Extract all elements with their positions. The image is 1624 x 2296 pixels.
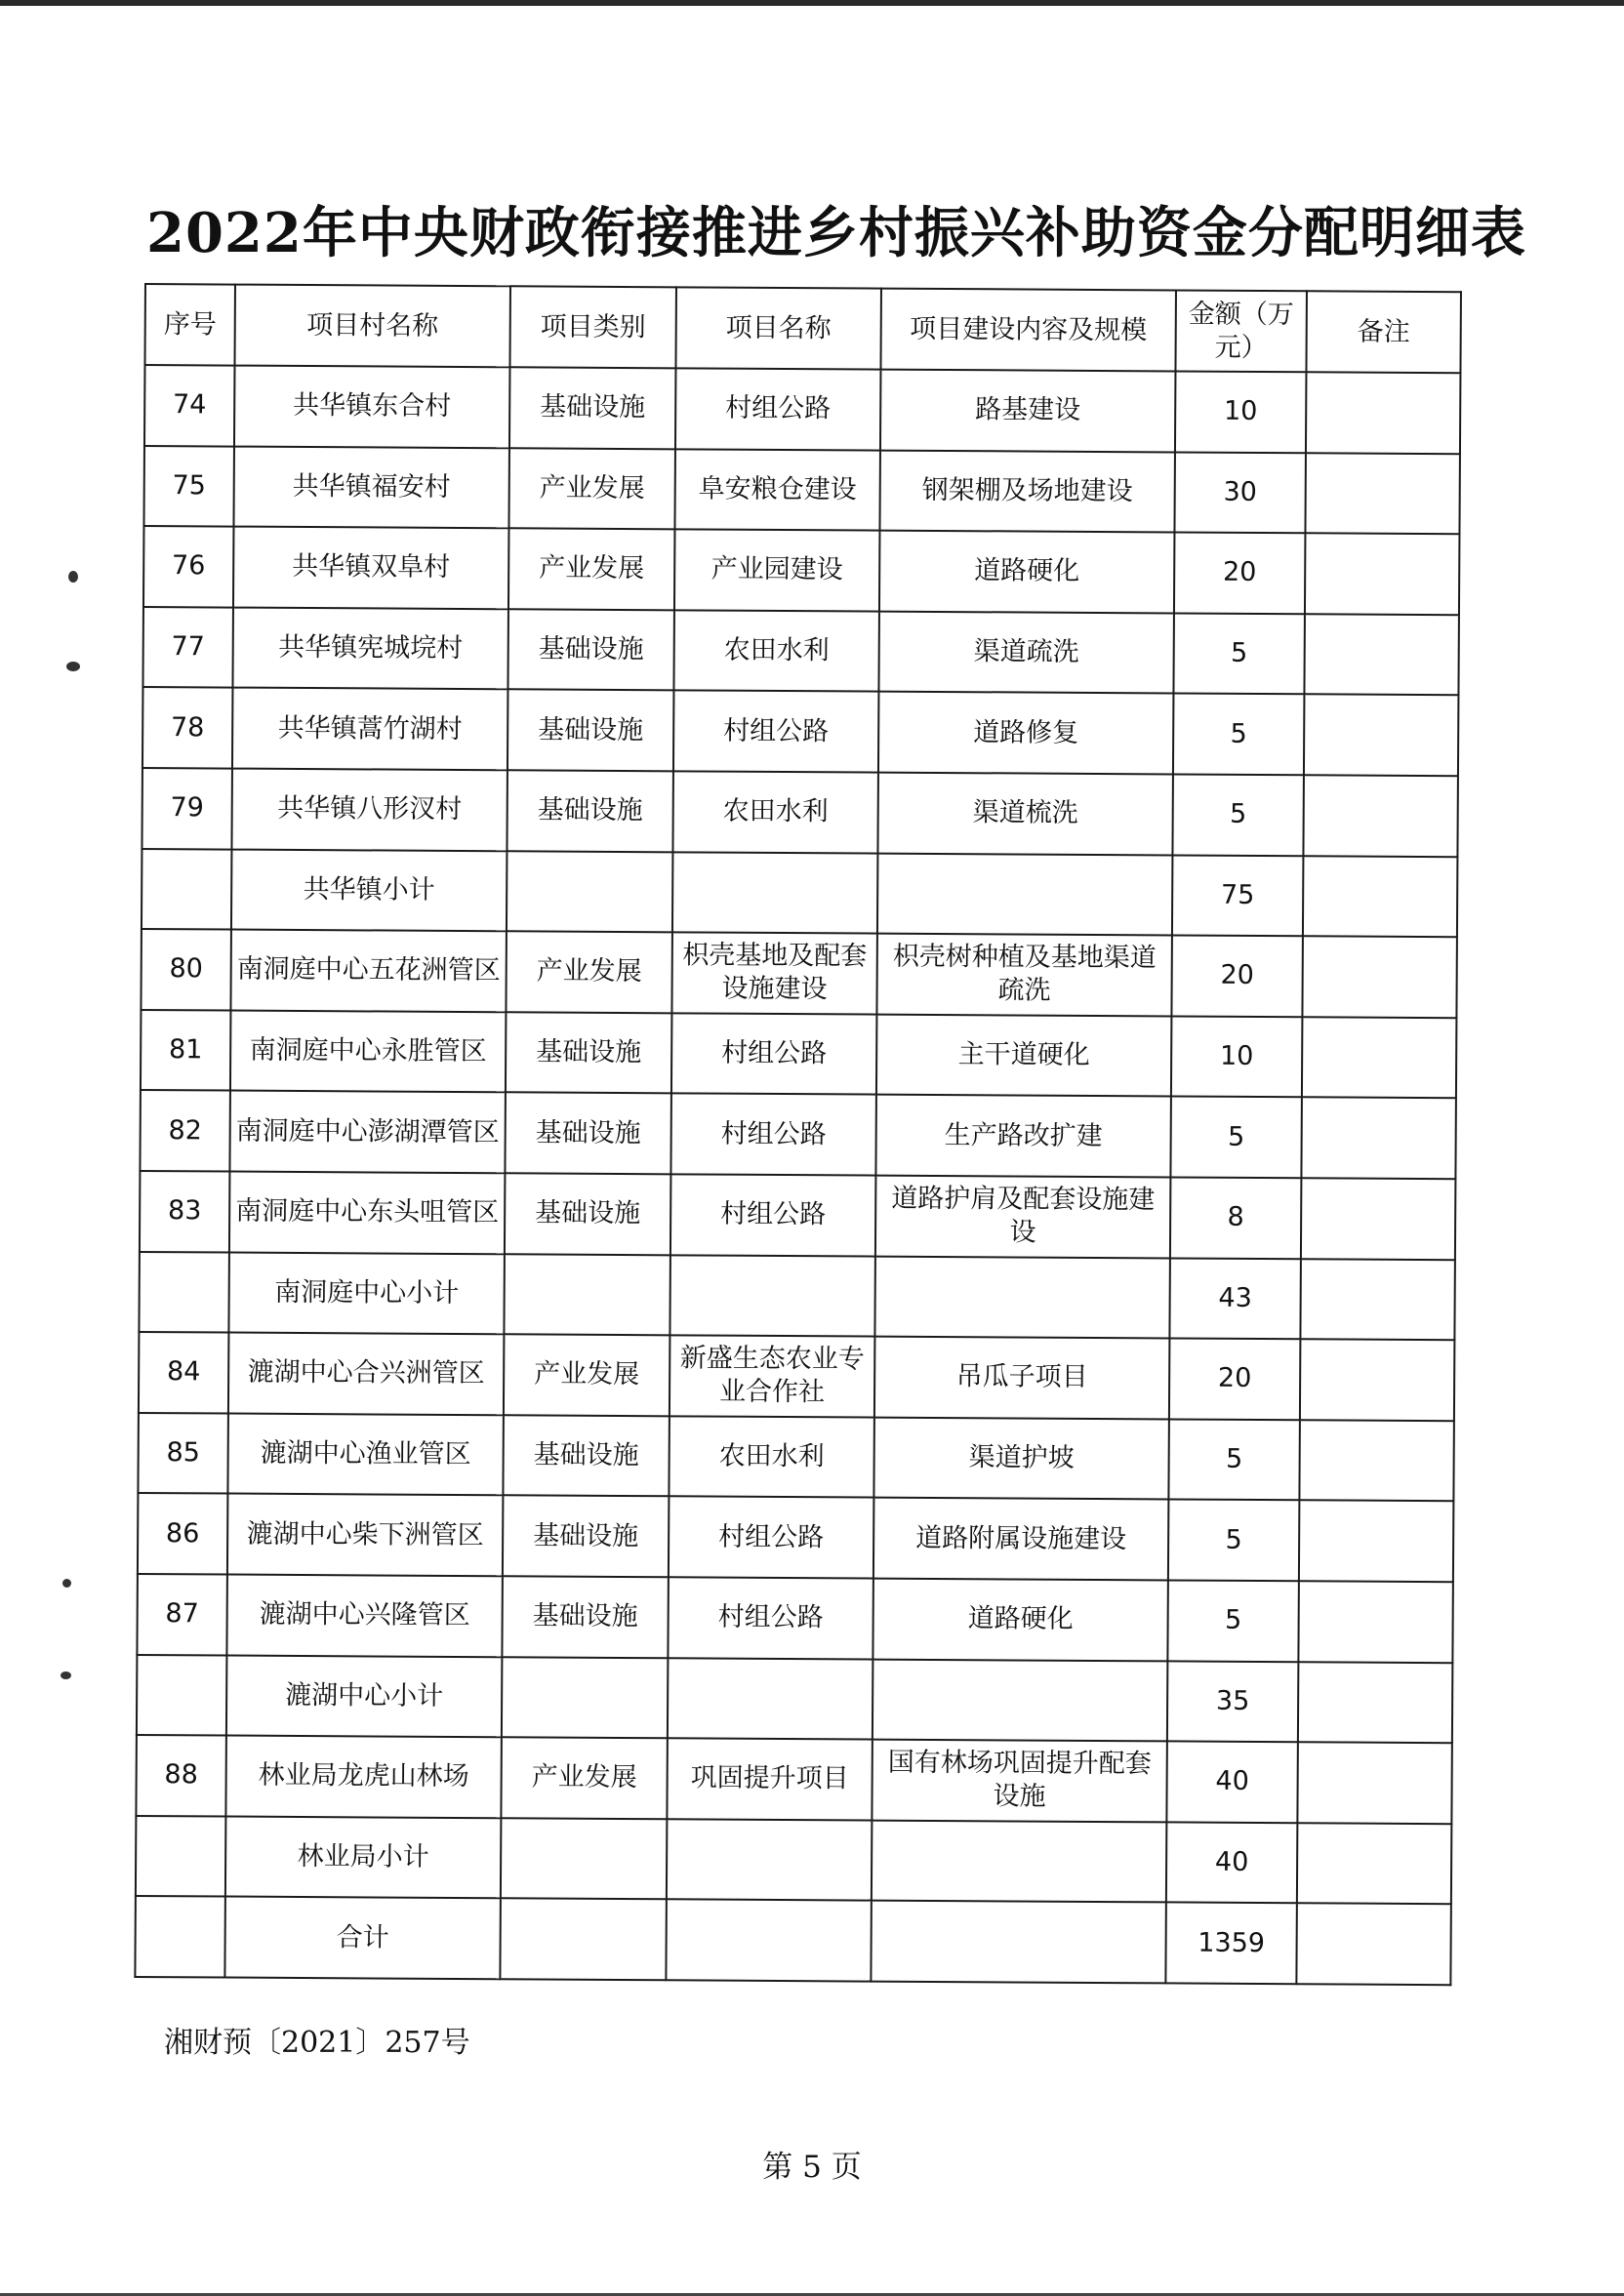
cell-category: [507, 851, 673, 933]
cell-remarks: [1303, 775, 1458, 857]
cell-category: 基础设施: [503, 1496, 670, 1578]
cell-village-name: 南洞庭中心东头咀管区: [229, 1171, 505, 1253]
cell-village-name: 南洞庭中心永胜管区: [230, 1010, 506, 1092]
cell-village-name: 漉湖中心小计: [226, 1655, 502, 1737]
cell-amount: 20: [1174, 533, 1306, 614]
cell-content-scale: [873, 1659, 1167, 1741]
cell-remarks: [1296, 1904, 1451, 1986]
header-category: 项目类别: [509, 286, 676, 368]
cell-project-name: 村组公路: [668, 1577, 873, 1659]
cell-serial: [142, 849, 232, 930]
cell-remarks: [1306, 372, 1461, 454]
cell-project-name: 产业园建设: [674, 530, 880, 612]
cell-content-scale: 道路附属设施建设: [873, 1498, 1168, 1580]
cell-serial: 76: [143, 526, 234, 607]
cell-amount: 5: [1170, 1097, 1302, 1178]
cell-category: [501, 1818, 668, 1900]
cell-remarks: [1305, 453, 1460, 535]
cell-category: 产业发展: [504, 1334, 670, 1416]
cell-remarks: [1302, 1017, 1457, 1099]
cell-village-name: 南洞庭中心澎湖潭管区: [229, 1091, 505, 1173]
cell-category: 基础设施: [507, 770, 673, 852]
cell-serial: [139, 1252, 229, 1333]
cell-amount: 1359: [1165, 1903, 1297, 1984]
cell-serial: 82: [140, 1090, 230, 1171]
cell-village-name: 南洞庭中心小计: [228, 1252, 504, 1334]
table-row: [140, 1171, 1455, 1260]
cell-category: 基础设施: [503, 1415, 670, 1497]
cell-category: 基础设施: [502, 1576, 669, 1658]
table-row: [137, 1574, 1452, 1663]
cell-project-name: 新盛生态农业专业合作社: [670, 1335, 875, 1417]
cell-amount: 10: [1171, 1016, 1303, 1097]
cell-category: 基础设施: [506, 1012, 672, 1094]
cell-remarks: [1299, 1420, 1454, 1502]
cell-amount: 75: [1172, 855, 1304, 936]
cell-amount: 5: [1172, 774, 1304, 855]
table-row: [142, 768, 1457, 857]
header-amount: 金额（万元）: [1175, 290, 1307, 372]
cell-village-name: 共华镇小计: [231, 849, 507, 931]
header-content-scale: 项目建设内容及规模: [880, 289, 1176, 372]
cell-village-name: 共华镇宪城垸村: [232, 607, 508, 689]
cell-category: 产业发展: [506, 931, 672, 1013]
cell-content-scale: 道路硬化: [873, 1578, 1167, 1660]
cell-content-scale: 渠道护坡: [873, 1417, 1168, 1499]
cell-village-name: 林业局龙虎山林场: [225, 1736, 501, 1818]
scan-speck: [61, 1672, 71, 1679]
cell-remarks: [1297, 1742, 1452, 1824]
cell-amount: 30: [1174, 452, 1306, 533]
cell-remarks: [1300, 1339, 1455, 1421]
table-row: [143, 446, 1459, 535]
table-row: [138, 1413, 1453, 1502]
cell-amount: 40: [1166, 1822, 1298, 1903]
cell-project-name: [667, 1819, 873, 1901]
cell-category: 基础设施: [508, 609, 674, 691]
cell-content-scale: [877, 853, 1172, 935]
cell-serial: 78: [142, 687, 233, 768]
cell-project-name: [672, 852, 878, 934]
cell-remarks: [1300, 1259, 1455, 1341]
cell-village-name: 共华镇八形汊村: [231, 769, 507, 851]
header-serial: 序号: [144, 284, 235, 366]
cell-village-name: 漉湖中心合兴洲管区: [228, 1333, 504, 1415]
table-row: [135, 1896, 1450, 1985]
cell-category: [500, 1899, 667, 1981]
table-body: [135, 365, 1460, 1985]
cell-content-scale: 道路护肩及配套设施建设: [875, 1176, 1170, 1258]
table-row: [136, 1816, 1451, 1905]
cell-project-name: [670, 1255, 875, 1337]
cell-category: [504, 1254, 670, 1336]
table-row: [141, 929, 1456, 1018]
cell-project-name: 村组公路: [670, 1094, 876, 1176]
cell-project-name: 村组公路: [675, 368, 881, 450]
cell-village-name: 南洞庭中心五花洲管区: [230, 930, 506, 1012]
cell-project-name: 农田水利: [673, 610, 879, 692]
cell-village-name: 漉湖中心兴隆管区: [226, 1574, 502, 1656]
table-row: [136, 1735, 1451, 1824]
page-number: 第 5 页: [762, 2150, 862, 2185]
table-row: [139, 1332, 1454, 1421]
table-row: [141, 1010, 1456, 1099]
cell-serial: 86: [138, 1493, 228, 1574]
header-remarks: 备注: [1306, 291, 1461, 373]
cell-serial: 75: [143, 446, 234, 527]
page-title: 2022年中央财政衔接推进乡村振兴补助资金分配明细表: [146, 201, 1526, 265]
cell-amount: 40: [1166, 1742, 1298, 1823]
table-row: [139, 1252, 1454, 1341]
cell-amount: 20: [1169, 1339, 1301, 1420]
cell-serial: 80: [141, 929, 231, 1010]
cell-amount: 43: [1169, 1258, 1301, 1339]
cell-content-scale: 道路硬化: [879, 531, 1174, 613]
cell-project-name: 村组公路: [669, 1497, 874, 1579]
table-row: [143, 526, 1459, 615]
cell-content-scale: 渠道梳洗: [877, 773, 1172, 855]
cell-village-name: 林业局小计: [225, 1816, 501, 1898]
cell-category: 基础设施: [509, 367, 676, 449]
cell-project-name: 农田水利: [672, 771, 878, 853]
cell-village-name: 漉湖中心渔业管区: [227, 1413, 503, 1495]
table-row: [137, 1654, 1452, 1743]
cell-project-name: [666, 1900, 872, 1982]
cell-remarks: [1297, 1823, 1452, 1905]
cell-category: 基础设施: [508, 690, 674, 772]
cell-serial: 81: [141, 1010, 231, 1091]
cell-serial: [137, 1654, 227, 1735]
cell-content-scale: 道路修复: [878, 692, 1173, 774]
cell-serial: 88: [136, 1735, 226, 1816]
cell-serial: 77: [142, 607, 233, 688]
cell-amount: 10: [1175, 371, 1307, 452]
cell-amount: 5: [1167, 1580, 1299, 1661]
cell-village-name: 合计: [224, 1897, 500, 1979]
scan-speck: [62, 1579, 71, 1588]
cell-category: [502, 1657, 669, 1739]
table-row: [142, 687, 1458, 776]
header-village-name: 项目村名称: [234, 285, 510, 368]
scan-speck: [68, 571, 78, 583]
document-reference: 湘财预〔2021〕257号: [164, 2026, 470, 2060]
cell-project-name: 村组公路: [673, 691, 879, 773]
cell-remarks: [1304, 614, 1459, 696]
cell-amount: 20: [1171, 936, 1303, 1017]
cell-content-scale: 路基建设: [880, 370, 1175, 452]
cell-content-scale: [871, 1901, 1165, 1983]
cell-serial: 83: [140, 1171, 230, 1252]
cell-remarks: [1303, 856, 1458, 938]
cell-amount: 5: [1173, 694, 1305, 775]
cell-village-name: 共华镇蒿竹湖村: [232, 688, 508, 770]
cell-village-name: 共华镇福安村: [233, 446, 508, 528]
cell-serial: 74: [144, 365, 235, 446]
cell-village-name: 共华镇东合村: [234, 366, 509, 448]
allocation-detail-table: [134, 283, 1462, 1986]
cell-category: 产业发展: [508, 528, 675, 610]
cell-project-name: 村组公路: [671, 1013, 877, 1095]
cell-remarks: [1305, 533, 1460, 615]
cell-amount: 5: [1168, 1419, 1300, 1500]
cell-project-name: 农田水利: [669, 1416, 874, 1498]
cell-amount: 35: [1167, 1661, 1299, 1742]
cell-category: 基础设施: [505, 1093, 671, 1175]
cell-project-name: 村组公路: [670, 1174, 876, 1256]
header-project-name: 项目名称: [675, 287, 881, 369]
scan-speck: [66, 662, 80, 671]
cell-remarks: [1299, 1501, 1454, 1583]
cell-remarks: [1298, 1662, 1453, 1744]
cell-serial: 84: [139, 1332, 229, 1413]
cell-content-scale: 渠道疏洗: [878, 611, 1173, 693]
cell-remarks: [1301, 1178, 1456, 1260]
cell-remarks: [1301, 1098, 1456, 1180]
scan-edge-top: [0, 0, 1624, 6]
cell-serial: [135, 1896, 225, 1977]
cell-village-name: 共华镇双阜村: [233, 527, 508, 609]
cell-remarks: [1304, 695, 1459, 777]
cell-content-scale: [874, 1256, 1169, 1338]
table-row: [138, 1493, 1453, 1582]
table-row: [142, 849, 1457, 938]
cell-content-scale: 钢架棚及场地建设: [879, 450, 1174, 532]
cell-category: 基础设施: [505, 1173, 671, 1255]
cell-content-scale: 吊瓜子项目: [874, 1337, 1169, 1419]
cell-amount: 8: [1170, 1177, 1302, 1258]
cell-serial: 79: [142, 768, 232, 849]
cell-content-scale: 主干道硬化: [876, 1014, 1171, 1096]
cell-project-name: 枳壳基地及配套设施建设: [671, 932, 877, 1014]
table-row: [142, 607, 1458, 696]
cell-amount: 5: [1168, 1500, 1300, 1581]
cell-content-scale: 枳壳树种植及基地渠道疏洗: [876, 934, 1171, 1016]
cell-content-scale: 国有林场巩固提升配套设施: [872, 1740, 1166, 1822]
cell-content-scale: 生产路改扩建: [875, 1095, 1170, 1177]
table-row: [144, 365, 1460, 454]
table-row: [140, 1090, 1455, 1179]
cell-project-name: [668, 1658, 873, 1740]
cell-category: 产业发展: [501, 1737, 668, 1819]
cell-serial: 85: [138, 1413, 228, 1494]
cell-remarks: [1302, 936, 1457, 1018]
cell-content-scale: [872, 1820, 1166, 1902]
cell-amount: 5: [1173, 613, 1305, 694]
cell-category: 产业发展: [508, 448, 675, 530]
cell-village-name: 漉湖中心柴下洲管区: [227, 1494, 503, 1576]
cell-project-name: 阜安粮仓建设: [674, 449, 880, 531]
cell-remarks: [1298, 1581, 1453, 1663]
table-header-row: [144, 284, 1460, 373]
cell-serial: 87: [137, 1574, 227, 1655]
cell-serial: [136, 1816, 226, 1897]
cell-project-name: 巩固提升项目: [667, 1738, 873, 1820]
